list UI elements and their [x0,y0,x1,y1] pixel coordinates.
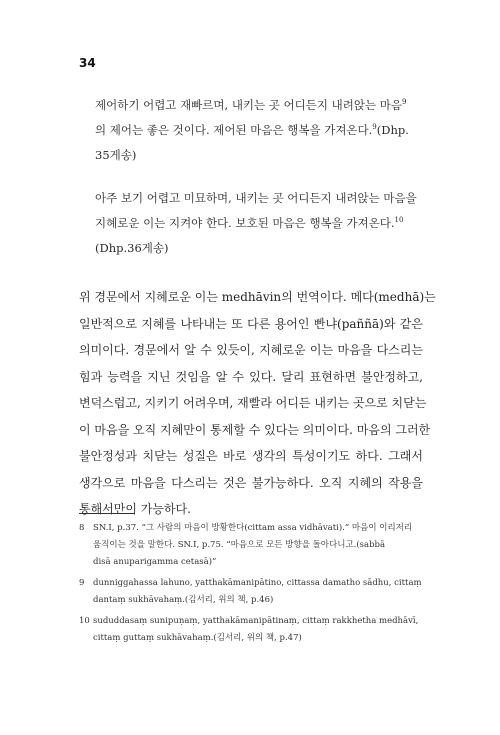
footnote-line: dantaṃ sukhāvahaṃ.(김서리, 위의 책, p.46) [93,595,274,605]
footnote-number: 10 [79,616,90,626]
footnote-number: 9 [79,578,85,588]
footnote-line: 움직이는 것을 말한다. SN.I, p.75. “마음으로 모든 방향을 돌아다니고.(sabbā [93,540,386,550]
footnote-8 [79,520,429,571]
body-line: 이 마음을 오직 지혜만이 통제할 수 있다는 의미이다. 마음의 그러한 [79,422,431,437]
quote-line: 아주 보기 어렵고 미묘하며, 내키는 곳 어디든지 내려앉는 마음을 [95,191,417,205]
footnote-divider [79,513,135,514]
footnote-ref: 9 [401,98,407,107]
quote-line: 제어하기 어렵고 재빠르며, 내키는 곳 어디든지 내려앉는 마음$^9$ [95,98,407,112]
body-line: 위 경문에서 지혜로운 이는 medhāvin의 번역이다. 메다(medhā)는 [79,290,436,304]
body-line: 변덕스럽고, 지키기 어려우며, 재빨라 어디든 내키는 곳으로 치닫는 [79,396,427,410]
footnote-ref: 10 [394,216,404,225]
body-line: 의미이다. 경문에서 알 수 있듯이, 지혜로운 이는 마음을 다스리는 [79,343,423,357]
quote-line: 35게송) [95,148,137,162]
quote-line: 의 제어는 좋은 것이다. 제어된 마음은 행복을 가져온다.$^9$(Dhp. [95,123,409,137]
body-line: 일반적으로 지혜를 나타내는 또 다른 용어인 빤냐(paññā)와 같은 [79,316,423,331]
footnote-line: cittaṃ guttaṃ sukhāvahaṃ.(김서리, 위의 책, p.47) [93,633,302,643]
footnote-10 [79,613,429,647]
footnote-ref: 9 [372,123,377,132]
body-line: 생각으로 마음을 다스리는 것은 불가능하다. 오직 지혜의 작용을 [79,475,423,490]
page-number: 34 [79,56,96,70]
body-paragraph [79,284,436,523]
footnote-line: dunniggahassa lahuno, yatthakāmanipātino, cittassa damatho sādhu, cittaṃ [93,578,422,588]
body-line: 힘과 능력을 지닌 것임을 알 수 있다. 달리 표현하면 불안정하고, [79,369,423,384]
footnote-number: 8 [79,523,85,533]
footnote-9 [79,575,429,609]
footnote-line: sududdasaṃ sunipuṇaṃ, yatthakāmanipātinaṃ, cittaṃ rakkhetha medhāvī, [93,616,419,626]
quote-line: 지혜로운 이는 지켜야 한다. 보호된 마음은 행복을 가져온다.$^{10}$ [95,216,404,230]
verse-quote-2 [95,186,435,261]
body-line: 불안정성과 치닫는 성질은 바로 생각의 특성이기도 하다. 그래서 [79,449,423,463]
footnote-line: disā anuparigamma cetasā)” [93,557,217,567]
verse-quote-1 [95,93,435,168]
quote-line: (Dhp.36게송) [95,241,169,255]
body-line: 통해서만이 가능하다. [79,502,191,516]
footnotes [79,520,429,651]
footnote-line: SN.I, p.37. “그 사람의 마음이 방황한다(cittam assa vidhāvati).” 마음이 이리저리 [93,523,413,533]
